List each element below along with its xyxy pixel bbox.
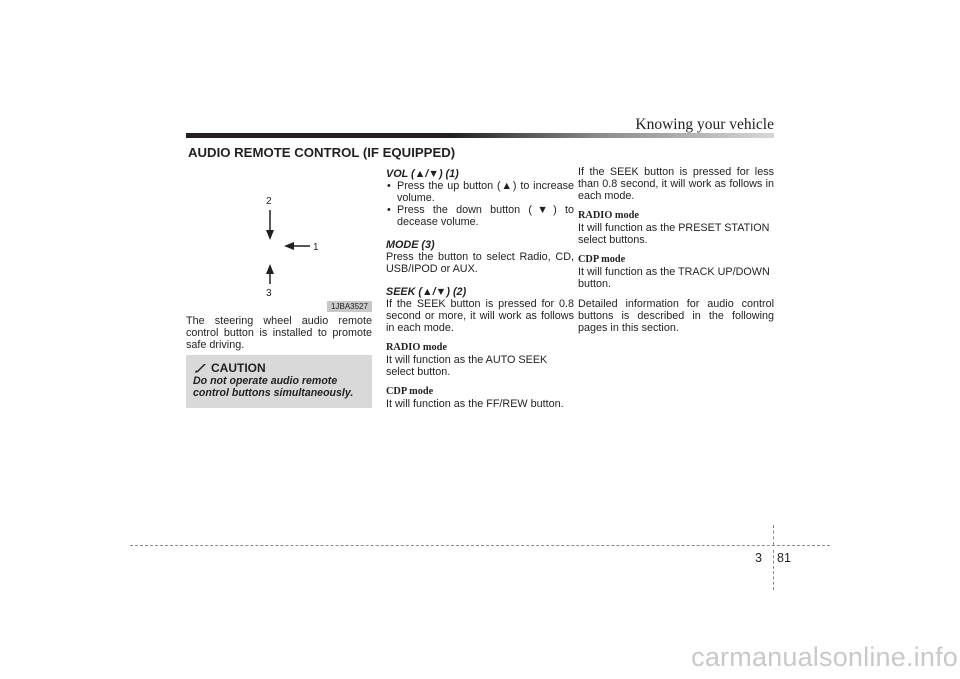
figure-label-3: 3 [266, 288, 272, 299]
header-title: Knowing your vehicle [635, 116, 774, 133]
intro-text: The steering wheel audio remote control button is installed to promote safe driving. [186, 315, 372, 351]
intro-column [186, 315, 372, 351]
seek-short-radio-text: It will function as the PRESET STATION select buttons. [578, 222, 770, 246]
footer-rule [130, 545, 830, 546]
pencil-icon [195, 363, 207, 373]
vol-heading: VOL (▲/▼) (1) [386, 168, 459, 180]
detail-text: Detailed information for audio control buttons is described in the following pages in this section. [578, 298, 774, 334]
steering-remote-figure [186, 188, 372, 312]
controls-column [386, 168, 574, 410]
page-number: 81 [777, 551, 791, 565]
header-rule [186, 133, 774, 138]
seek-short-cdp-text: It will function as the TRACK UP/DOWN button. [578, 266, 770, 290]
page-chapter: 3 [755, 551, 762, 565]
section-title: AUDIO REMOTE CONTROL (IF EQUIPPED) [188, 145, 456, 160]
figure-label-2: 2 [266, 196, 272, 207]
figure-arrows [186, 188, 372, 312]
seek-short-radio-heading: RADIO mode [578, 210, 639, 221]
seek-cdp-text: It will function as the FF/REW button. [386, 398, 564, 410]
footer-divider [773, 525, 774, 545]
caution-body: Do not operate audio remote control buttons simultaneously. [193, 375, 354, 399]
seek-short-text: If the SEEK button is pressed for less than 0.8 second, it will work as follows in each mode. [578, 166, 774, 202]
vol-bullet: • Press the down button (▼) to decease volume. [387, 204, 574, 228]
caution-box [186, 355, 372, 408]
seek-short-cdp-heading: CDP mode [578, 254, 626, 265]
footer-divider [773, 550, 774, 590]
mode-text: Press the button to select Radio, CD, USB/IPOD or AUX. [386, 251, 574, 275]
seek-heading: SEEK (▲/▼) (2) [386, 286, 467, 298]
seek-text: If the SEEK button is pressed for 0.8 second or more, it will work as follows in each mode. [386, 298, 574, 334]
mode-heading: MODE (3) [386, 239, 435, 251]
vol-bullet-down: Press the down button (▼) to decease volume. [397, 204, 574, 228]
vol-bullet-up: Press the up button (▲) to increase volume. [397, 180, 574, 204]
seek-radio-heading: RADIO mode [386, 342, 447, 353]
seek-radio-text: It will function as the AUTO SEEK select button. [386, 354, 548, 378]
vol-bullet: • Press the up button (▲) to increase volume. [387, 180, 574, 204]
watermark: carmanualsonline.info [691, 642, 958, 672]
figure-code: 1JBA3527 [327, 301, 372, 312]
seek-cdp-heading: CDP mode [386, 386, 434, 397]
seek-short-column [578, 166, 774, 334]
figure-label-1: 1 [313, 242, 319, 253]
caution-title: CAUTION [211, 361, 266, 375]
